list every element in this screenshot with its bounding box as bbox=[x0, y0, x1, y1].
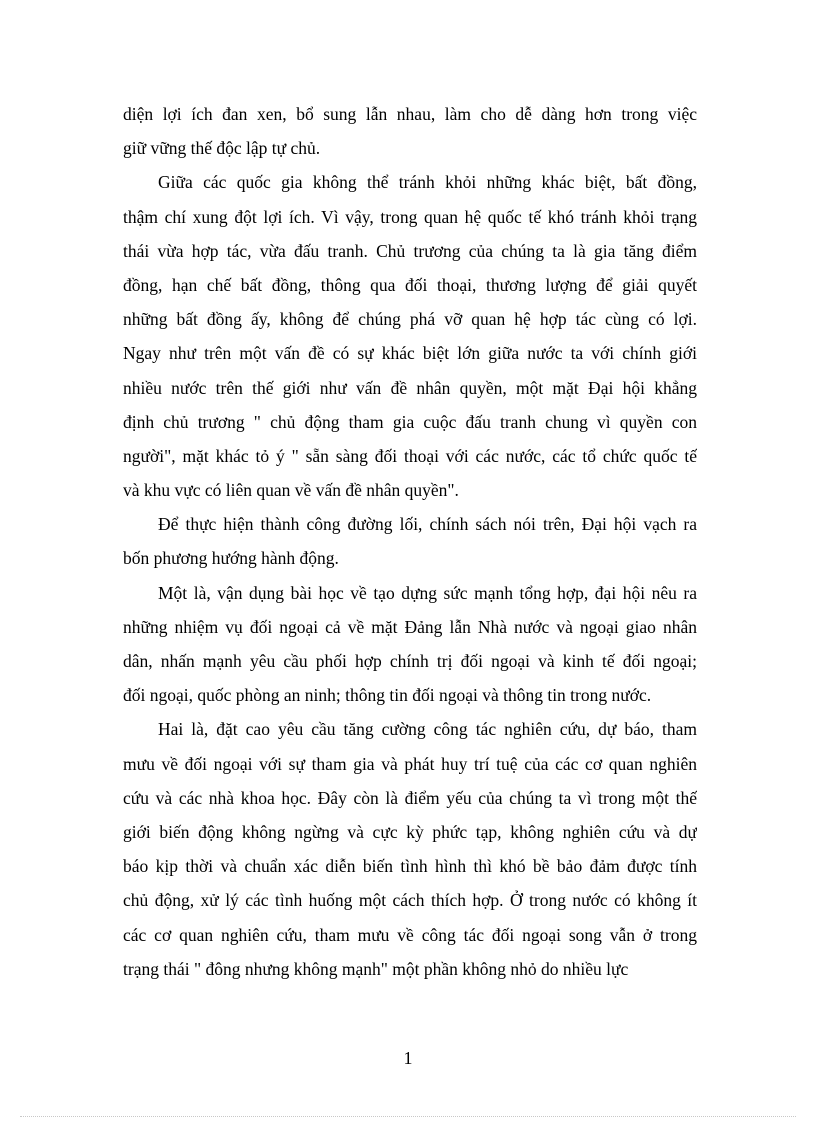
text-line: định chủ trương " chủ động tham gia cuộc đấu tranh chung vì quyền con bbox=[123, 411, 697, 432]
text-line: diện lợi ích đan xen, bổ sung lẫn nhau, làm cho dễ dàng hơn trong việc bbox=[123, 104, 697, 124]
paragraph bbox=[123, 507, 697, 575]
text-line: nhiều nước trên thế giới như vấn đề nhân quyền, một mặt Đại hội khẳng bbox=[123, 377, 697, 398]
text-line: Để thực hiện thành công đường lối, chính sách nói trên, Đại hội vạch ra bbox=[158, 514, 697, 535]
text-line: giữ vững thế độc lập tự chủ. bbox=[123, 138, 321, 159]
text-line: những bất đồng ấy, không để chúng phá vỡ quan hệ hợp tác cùng có lợi. bbox=[123, 309, 697, 330]
page-bottom-divider bbox=[20, 1116, 796, 1117]
text-line: chủ động, xử lý các tình huống một cách thích hợp. Ở trong nước có không ít bbox=[123, 890, 697, 911]
text-line: đối ngoại, quốc phòng an ninh; thông tin đối ngoại và thông tin trong nước. bbox=[123, 685, 652, 706]
text-line: các cơ quan nghiên cứu, tham mưu về công tác đối ngoại song vẫn ở trong bbox=[123, 924, 697, 945]
text-line: cứu và các nhà khoa học. Đây còn là điểm yếu của chúng ta vì trong một thế bbox=[123, 787, 697, 808]
paragraph bbox=[123, 712, 697, 986]
page-number: 1 bbox=[403, 1048, 413, 1068]
text-line: Một là, vận dụng bài học về tạo dựng sức mạnh tổng hợp, đại hội nêu ra bbox=[158, 582, 697, 603]
text-line: và khu vực có liên quan về vấn đề nhân quyền". bbox=[123, 480, 459, 501]
text-line: những nhiệm vụ đối ngoại cả về mặt Đảng lẫn Nhà nước và ngoại giao nhân bbox=[123, 616, 697, 637]
text-line: báo kịp thời và chuẩn xác diễn biến tình hình thì khó bề bảo đảm được tính bbox=[123, 856, 697, 877]
paragraph bbox=[123, 97, 697, 165]
text-line: người", mặt khác tỏ ý " sẵn sàng đối thoại với các nước, các tổ chức quốc tế bbox=[123, 445, 697, 466]
document-body bbox=[123, 97, 697, 986]
text-line: thậm chí xung đột lợi ích. Vì vậy, trong quan hệ quốc tế khó tránh khỏi trạng bbox=[123, 206, 697, 227]
text-line: Hai là, đặt cao yêu cầu tăng cường công tác nghiên cứu, dự báo, tham bbox=[158, 719, 697, 740]
text-line: Giữa các quốc gia không thể tránh khỏi những khác biệt, bất đồng, bbox=[158, 172, 697, 193]
paragraph bbox=[123, 576, 697, 713]
text-line: mưu về đối ngoại với sự tham gia và phát huy trí tuệ của các cơ quan nghiên bbox=[123, 753, 697, 774]
text-line: bốn phương hướng hành động. bbox=[123, 548, 339, 569]
text-line: trạng thái " đông nhưng không mạnh" một phần không nhỏ do nhiều lực bbox=[123, 958, 629, 979]
text-line: giới biến động không ngừng và cực kỳ phức tạp, không nghiên cứu và dự bbox=[123, 821, 697, 842]
paragraph bbox=[123, 165, 697, 507]
text-line: Ngay như trên một vấn đề có sự khác biệt lớn giữa nước ta với chính giới bbox=[123, 343, 697, 364]
text-line: thái vừa hợp tác, vừa đấu tranh. Chủ trương của chúng ta là gia tăng điểm bbox=[123, 240, 697, 261]
text-line: dân, nhấn mạnh yêu cầu phối hợp chính trị đối ngoại và kinh tế đối ngoại; bbox=[123, 651, 697, 671]
text-line: đồng, hạn chế bất đồng, thông qua đối thoại, thương lượng để giải quyết bbox=[123, 274, 697, 295]
